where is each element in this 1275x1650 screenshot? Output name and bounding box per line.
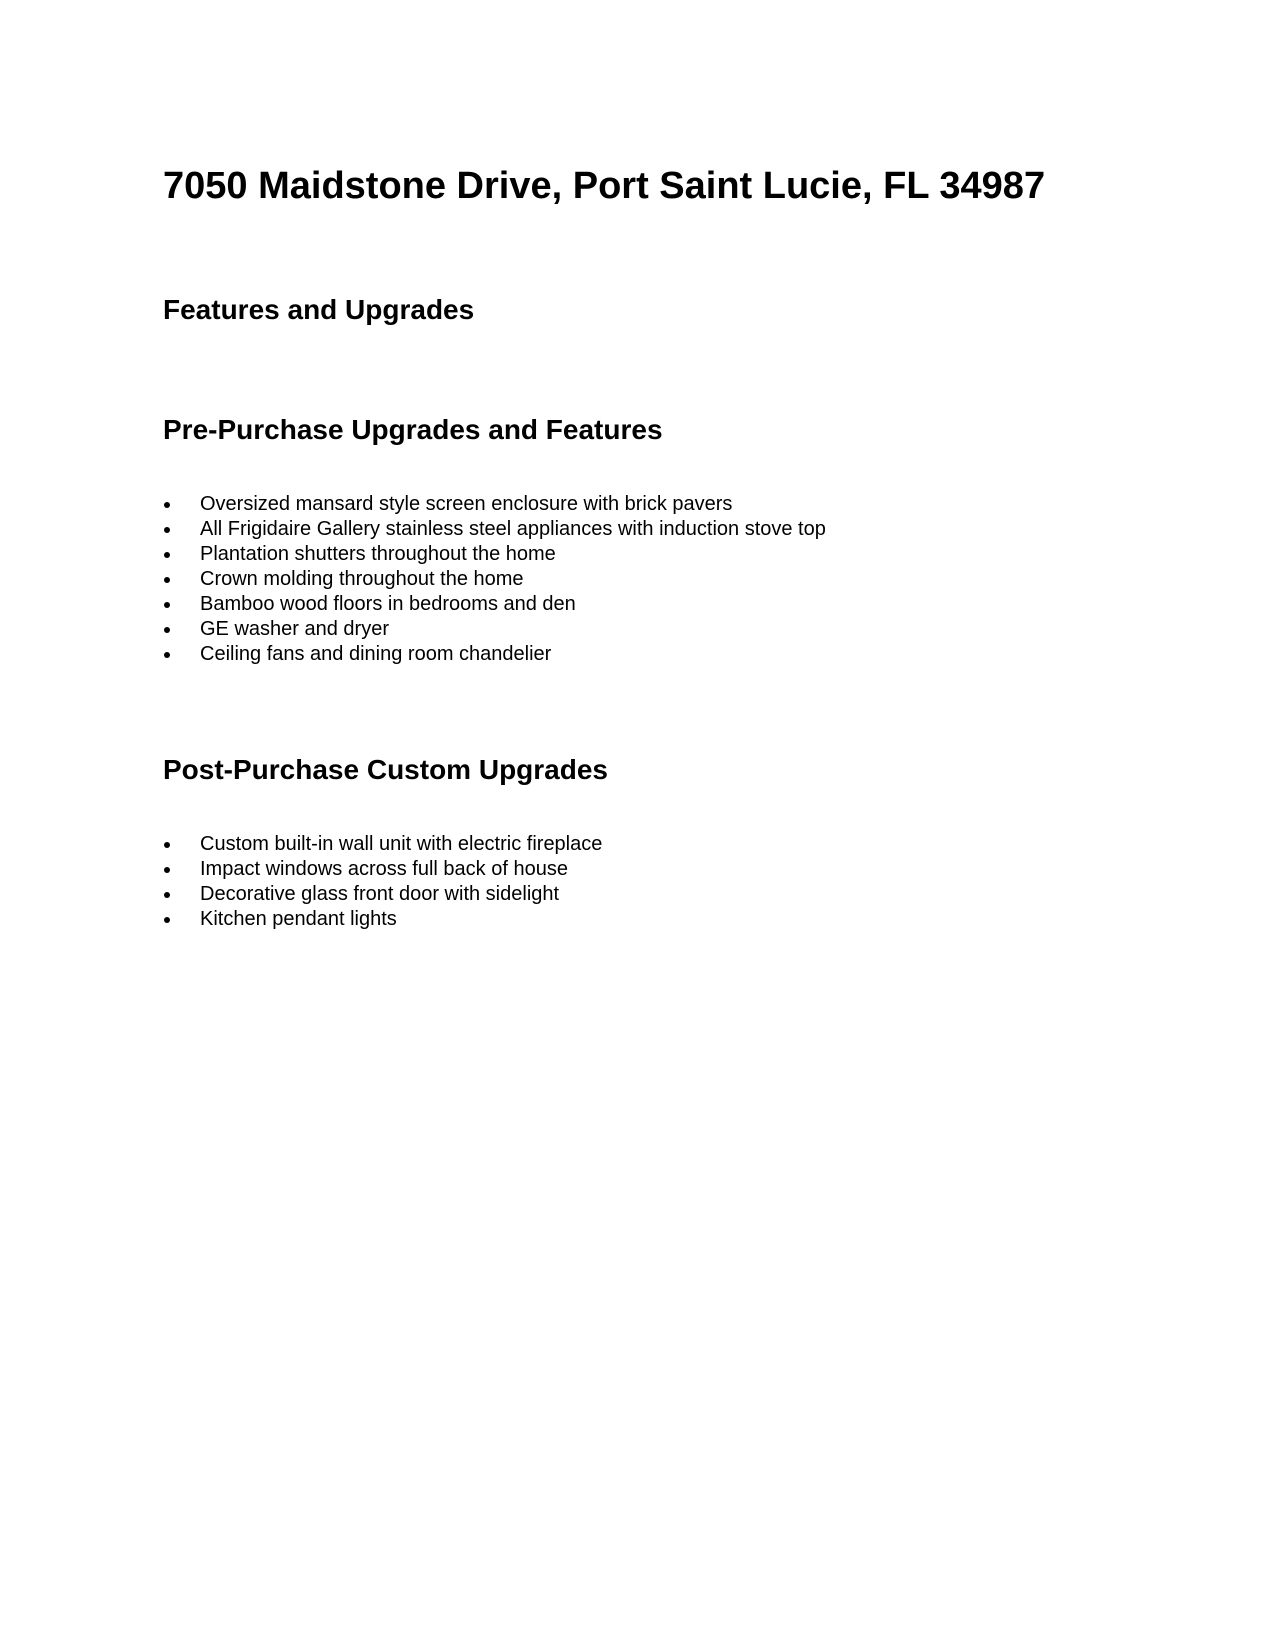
bullet-icon (164, 552, 170, 558)
bullet-icon (164, 892, 170, 898)
list-item-text: GE washer and dryer (200, 618, 389, 640)
bullet-icon (164, 627, 170, 633)
list-item-text: Kitchen pendant lights (200, 908, 397, 930)
bullet-icon (164, 917, 170, 923)
list-item-text: Oversized mansard style screen enclosure with brick pavers (200, 493, 733, 515)
bullet-icon (164, 527, 170, 533)
list-item-text: Custom built-in wall unit with electric fireplace (200, 833, 603, 855)
page-title: 7050 Maidstone Drive, Port Saint Lucie, FL 34987 (163, 165, 1046, 207)
bullet-icon (164, 502, 170, 508)
bullet-icon (164, 652, 170, 658)
list-item-text: Ceiling fans and dining room chandelier (200, 643, 552, 665)
post-purchase-heading: Post-Purchase Custom Upgrades (163, 754, 608, 785)
bullet-icon (164, 577, 170, 583)
list-item-text: Crown molding throughout the home (200, 568, 524, 590)
bullet-icon (164, 842, 170, 848)
pre-purchase-heading: Pre-Purchase Upgrades and Features (163, 414, 663, 445)
list-item-text: Impact windows across full back of house (200, 858, 568, 880)
bullet-icon (164, 867, 170, 873)
bullet-icon (164, 602, 170, 608)
list-item-text: Plantation shutters throughout the home (200, 543, 556, 565)
list-item-text: Bamboo wood floors in bedrooms and den (200, 593, 576, 615)
features-heading: Features and Upgrades (163, 294, 475, 325)
list-item-text: Decorative glass front door with sidelight (200, 883, 560, 905)
list-item-text: All Frigidaire Gallery stainless steel appliances with induction stove top (200, 518, 826, 540)
